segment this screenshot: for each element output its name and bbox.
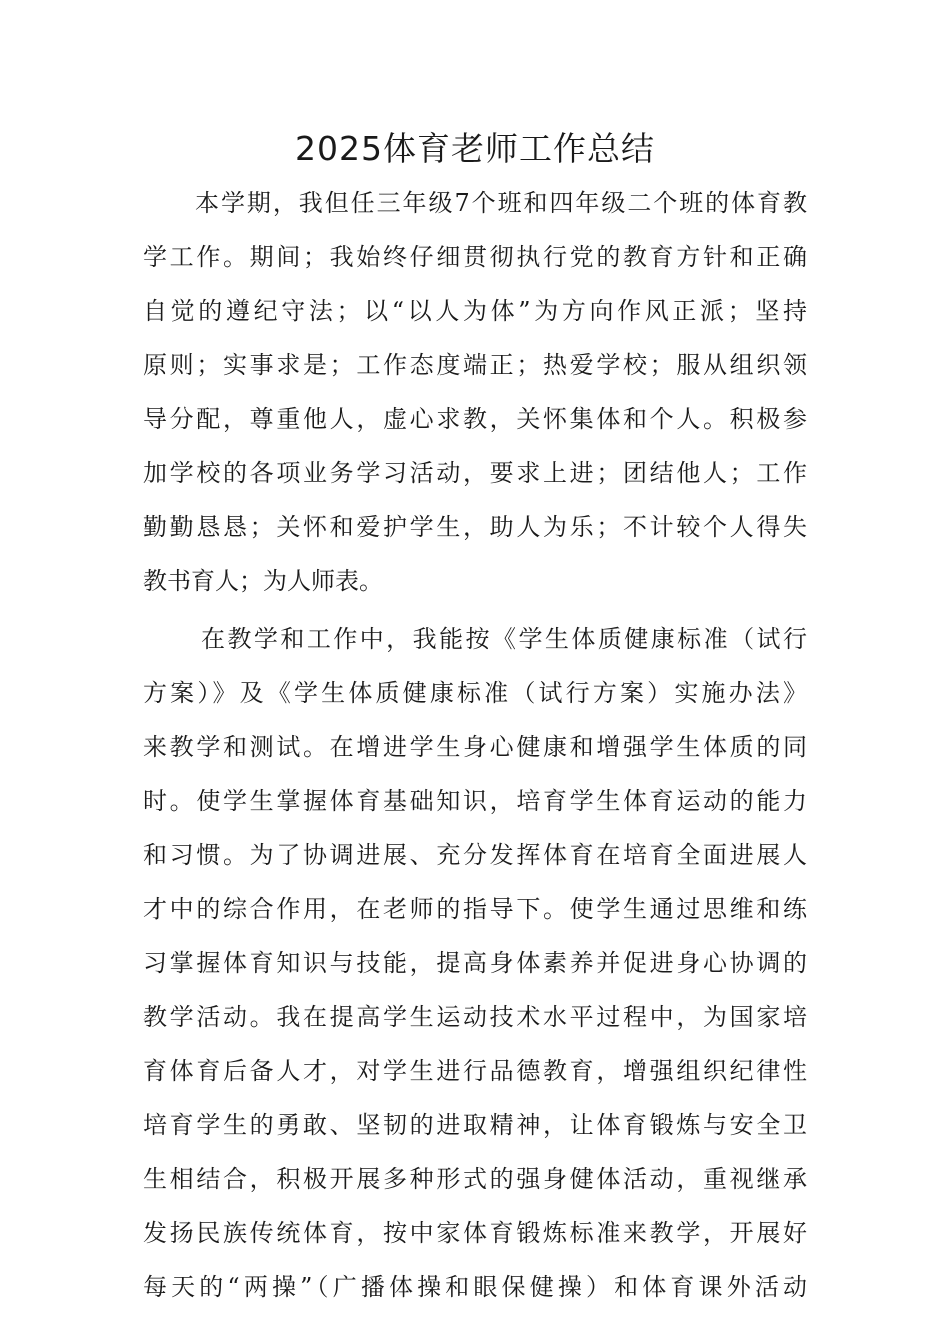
paragraph-1-line-2: 学工作。期间；我始终仔细贯彻执行党的教育方针和正确	[143, 243, 807, 271]
paragraph-2-line-11: 生相结合，积极开展多种形式的强身健体活动，重视继承	[143, 1165, 807, 1193]
paragraph-2-line-12: 发扬民族传统体育，按中家体育锻炼标准来教学，开展好	[143, 1219, 807, 1247]
paragraph-2-line-13: 每天的“两操”（广播体操和眼保健操）和体育课外活动	[143, 1273, 807, 1301]
paragraph-1-line-4: 原则；实事求是；工作态度端正；热爱学校；服从组织领	[143, 351, 807, 379]
paragraph-2-line-10: 培育学生的勇敢、坚韧的进取精神，让体育锻炼与安全卫	[143, 1111, 807, 1139]
paragraph-2-line-9: 育体育后备人才，对学生进行品德教育，增强组织纪律性	[143, 1057, 807, 1085]
paragraph-2-line-8: 教学活动。我在提高学生运动技术水平过程中，为国家培	[143, 1003, 807, 1031]
paragraph-2-line-6: 才中的综合作用，在老师的指导下。使学生通过思维和练	[143, 895, 807, 923]
paragraph-1-line-5: 导分配，尊重他人，虚心求教，关怀集体和个人。积极参	[143, 405, 807, 433]
paragraph-2-line-7: 习掌握体育知识与技能，提高身体素养并促进身心协调的	[143, 949, 807, 977]
paragraph-1-line-6: 加学校的各项业务学习活动，要求上进；团结他人；工作	[143, 459, 807, 487]
paragraph-1-line-3: 自觉的遵纪守法；以“以人为体”为方向作风正派；坚持	[143, 297, 807, 325]
document-body	[143, 176, 807, 1314]
paragraph-2-line-1: 在教学和工作中，我能按《学生体质健康标准（试行	[201, 625, 807, 653]
paragraph-1-line-7: 勤勤恳恳；关怀和爱护学生，助人为乐；不计较个人得失	[143, 513, 807, 541]
paragraph-2-line-5: 和习惯。为了协调进展、充分发挥体育在培育全面进展人	[143, 841, 807, 869]
paragraph-2-line-4: 时。使学生掌握体育基础知识，培育学生体育运动的能力	[143, 787, 807, 815]
paragraph-1-line-8: 教书育人；为人师表。	[143, 567, 383, 595]
paragraph-2-line-3: 来教学和测试。在增进学生身心健康和增强学生体质的同	[143, 733, 807, 761]
paragraph-1-line-1: 本学期，我但任三年级7个班和四年级二个班的体育教	[195, 189, 807, 217]
document-title: 2025体育老师工作总结	[295, 129, 655, 168]
paragraph-2-line-2: 方案）》及《学生体质健康标准（试行方案）实施办法》	[143, 679, 807, 707]
